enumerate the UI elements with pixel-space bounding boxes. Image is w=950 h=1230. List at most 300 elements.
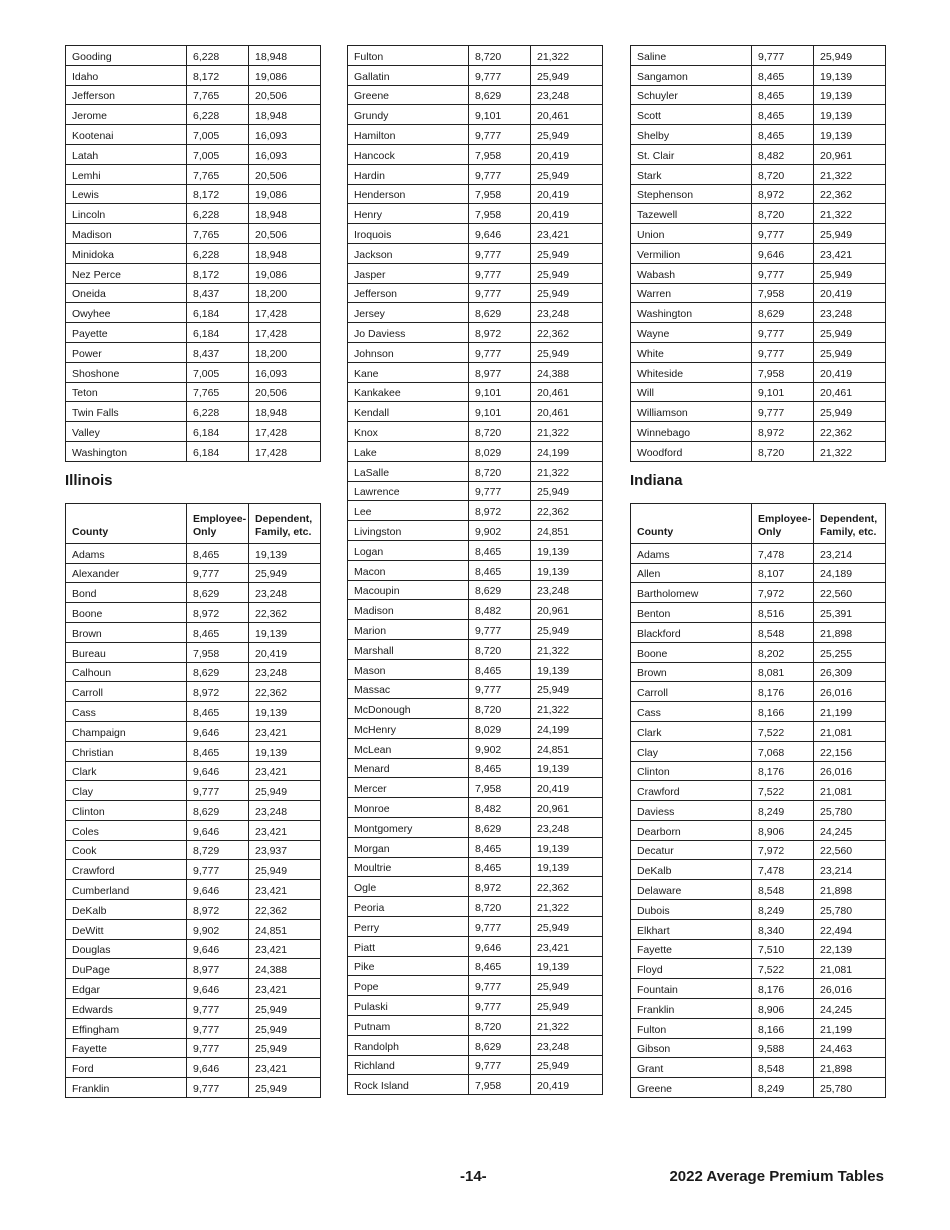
county-name: Payette xyxy=(66,323,187,343)
table-row xyxy=(631,243,886,263)
dependent-premium: 24,388 xyxy=(531,362,603,382)
employee-only-premium: 6,184 xyxy=(187,323,249,343)
table-row xyxy=(66,283,321,303)
county-name: Edwards xyxy=(66,999,187,1019)
county-name: Hancock xyxy=(348,144,469,164)
table-row xyxy=(348,857,603,877)
table-row xyxy=(631,382,886,402)
county-name: Kane xyxy=(348,362,469,382)
table-row xyxy=(348,758,603,778)
dependent-premium: 22,560 xyxy=(814,840,886,860)
employee-only-premium: 9,646 xyxy=(187,939,249,959)
county-name: Jasper xyxy=(348,263,469,283)
county-name: Saline xyxy=(631,46,752,66)
dependent-premium: 19,139 xyxy=(531,837,603,857)
county-name: McLean xyxy=(348,738,469,758)
table-row xyxy=(631,342,886,362)
table-row xyxy=(631,682,886,702)
table-row xyxy=(348,877,603,897)
dependent-premium: 19,139 xyxy=(531,659,603,679)
county-name: Pike xyxy=(348,956,469,976)
employee-only-premium: 7,005 xyxy=(187,144,249,164)
dependent-premium: 20,419 xyxy=(531,1075,603,1095)
county-name: Jefferson xyxy=(66,85,187,105)
dependent-premium: 26,309 xyxy=(814,662,886,682)
table-row xyxy=(66,642,321,662)
employee-only-premium: 9,777 xyxy=(187,999,249,1019)
table-row xyxy=(631,999,886,1019)
county-name: Greene xyxy=(348,85,469,105)
county-name: Johnson xyxy=(348,342,469,362)
table-row xyxy=(66,900,321,920)
employee-only-premium: 7,005 xyxy=(187,362,249,382)
county-name: LaSalle xyxy=(348,461,469,481)
employee-only-premium: 9,777 xyxy=(469,243,531,263)
table-row xyxy=(348,441,603,461)
employee-only-premium: 9,902 xyxy=(469,738,531,758)
county-name: Coles xyxy=(66,820,187,840)
dependent-premium: 23,248 xyxy=(814,303,886,323)
table-row xyxy=(631,741,886,761)
employee-only-premium: 8,465 xyxy=(469,560,531,580)
table-row xyxy=(348,243,603,263)
table-row xyxy=(66,243,321,263)
county-name: Clinton xyxy=(66,801,187,821)
employee-only-premium: 9,646 xyxy=(187,820,249,840)
county-name: Peoria xyxy=(348,897,469,917)
table-row xyxy=(66,46,321,66)
employee-only-premium: 8,548 xyxy=(752,880,814,900)
dependent-premium: 20,419 xyxy=(814,283,886,303)
table-row xyxy=(631,939,886,959)
table-row xyxy=(348,303,603,323)
table-row xyxy=(631,721,886,741)
table-row xyxy=(348,679,603,699)
table-row xyxy=(348,362,603,382)
employee-only-premium: 8,720 xyxy=(469,1016,531,1036)
table-row xyxy=(66,422,321,442)
dependent-premium: 21,199 xyxy=(814,1018,886,1038)
table-row xyxy=(631,184,886,204)
table-row xyxy=(66,801,321,821)
county-name: Cook xyxy=(66,840,187,860)
dependent-premium: 22,362 xyxy=(249,682,321,702)
dependent-premium: 25,949 xyxy=(531,283,603,303)
table-row xyxy=(66,85,321,105)
dependent-premium: 22,362 xyxy=(249,900,321,920)
table-row xyxy=(348,105,603,125)
table-row xyxy=(348,639,603,659)
table-row xyxy=(631,642,886,662)
dependent-premium: 19,139 xyxy=(814,85,886,105)
county-name: Alexander xyxy=(66,563,187,583)
column-header-employee-only: Employee-Only xyxy=(187,503,249,543)
county-name: Morgan xyxy=(348,837,469,857)
illinois-table-c xyxy=(630,45,886,462)
county-name: Edgar xyxy=(66,979,187,999)
county-name: Whiteside xyxy=(631,362,752,382)
county-name: Marion xyxy=(348,620,469,640)
county-name: Shelby xyxy=(631,125,752,145)
county-name: Henry xyxy=(348,204,469,224)
table-row xyxy=(631,125,886,145)
dependent-premium: 22,560 xyxy=(814,583,886,603)
county-name: Marshall xyxy=(348,639,469,659)
dependent-premium: 25,255 xyxy=(814,642,886,662)
state-heading-illinois: Illinois xyxy=(65,471,113,489)
dependent-premium: 24,189 xyxy=(814,563,886,583)
county-name: Washington xyxy=(66,441,187,461)
table-row xyxy=(348,560,603,580)
table-row xyxy=(631,662,886,682)
employee-only-premium: 8,720 xyxy=(469,699,531,719)
county-name: Adams xyxy=(631,543,752,563)
dependent-premium: 25,949 xyxy=(531,679,603,699)
table-row xyxy=(348,125,603,145)
table-row xyxy=(66,702,321,722)
table-row xyxy=(631,422,886,442)
table-row xyxy=(631,761,886,781)
county-name: Williamson xyxy=(631,402,752,422)
dependent-premium: 21,322 xyxy=(814,441,886,461)
table-row xyxy=(66,563,321,583)
table-row xyxy=(348,323,603,343)
dependent-premium: 23,937 xyxy=(249,840,321,860)
table-row xyxy=(631,46,886,66)
table-row xyxy=(348,956,603,976)
table-row xyxy=(66,860,321,880)
dependent-premium: 20,461 xyxy=(531,105,603,125)
employee-only-premium: 9,777 xyxy=(469,342,531,362)
dependent-premium: 25,949 xyxy=(249,1018,321,1038)
county-name: Wabash xyxy=(631,263,752,283)
table-row xyxy=(631,164,886,184)
county-name: St. Clair xyxy=(631,144,752,164)
dependent-premium: 25,949 xyxy=(531,996,603,1016)
dependent-premium: 23,248 xyxy=(249,662,321,682)
table-row xyxy=(348,738,603,758)
dependent-premium: 25,949 xyxy=(531,1055,603,1075)
dependent-premium: 23,248 xyxy=(531,1035,603,1055)
county-name: Pope xyxy=(348,976,469,996)
table-row xyxy=(66,362,321,382)
employee-only-premium: 8,972 xyxy=(469,323,531,343)
dependent-premium: 20,461 xyxy=(814,382,886,402)
dependent-premium: 20,419 xyxy=(531,778,603,798)
dependent-premium: 16,093 xyxy=(249,144,321,164)
table-row xyxy=(348,818,603,838)
employee-only-premium: 8,107 xyxy=(752,563,814,583)
column-1 xyxy=(65,45,320,1098)
county-name: Jefferson xyxy=(348,283,469,303)
county-name: Stephenson xyxy=(631,184,752,204)
table-row xyxy=(348,402,603,422)
county-name: Mercer xyxy=(348,778,469,798)
employee-only-premium: 9,777 xyxy=(469,976,531,996)
table-row xyxy=(348,837,603,857)
dependent-premium: 20,461 xyxy=(531,382,603,402)
employee-only-premium: 9,646 xyxy=(187,761,249,781)
table-row xyxy=(66,204,321,224)
employee-only-premium: 8,720 xyxy=(469,46,531,66)
table-row xyxy=(631,820,886,840)
table-row xyxy=(348,85,603,105)
table-row xyxy=(66,303,321,323)
employee-only-premium: 8,166 xyxy=(752,702,814,722)
county-name: Dearborn xyxy=(631,820,752,840)
county-name: Nez Perce xyxy=(66,263,187,283)
table-row xyxy=(631,65,886,85)
table-row xyxy=(631,362,886,382)
table-row xyxy=(66,682,321,702)
county-name: Madison xyxy=(66,224,187,244)
table-row xyxy=(631,204,886,224)
county-name: DeKalb xyxy=(631,860,752,880)
county-name: Jersey xyxy=(348,303,469,323)
dependent-premium: 23,421 xyxy=(249,820,321,840)
employee-only-premium: 7,958 xyxy=(469,204,531,224)
dependent-premium: 21,081 xyxy=(814,959,886,979)
dependent-premium: 21,322 xyxy=(531,46,603,66)
county-name: Macon xyxy=(348,560,469,580)
county-name: Schuyler xyxy=(631,85,752,105)
table-row xyxy=(66,65,321,85)
dependent-premium: 22,362 xyxy=(531,877,603,897)
dependent-premium: 16,093 xyxy=(249,125,321,145)
county-name: Union xyxy=(631,224,752,244)
county-name: Sangamon xyxy=(631,65,752,85)
employee-only-premium: 8,977 xyxy=(469,362,531,382)
county-name: McHenry xyxy=(348,719,469,739)
county-name: Fayette xyxy=(631,939,752,959)
dependent-premium: 21,322 xyxy=(814,164,886,184)
county-name: Oneida xyxy=(66,283,187,303)
table-header-row xyxy=(66,503,321,543)
table-row xyxy=(348,1016,603,1036)
table-row xyxy=(631,543,886,563)
county-name: Washington xyxy=(631,303,752,323)
county-name: Menard xyxy=(348,758,469,778)
column-header-county: County xyxy=(631,503,752,543)
table-row xyxy=(631,702,886,722)
employee-only-premium: 8,629 xyxy=(187,801,249,821)
employee-only-premium: 9,646 xyxy=(187,979,249,999)
table-row xyxy=(348,620,603,640)
dependent-premium: 22,362 xyxy=(531,501,603,521)
table-row xyxy=(348,778,603,798)
county-name: Christian xyxy=(66,741,187,761)
employee-only-premium: 8,465 xyxy=(752,85,814,105)
state-heading-indiana: Indiana xyxy=(630,471,683,489)
table-row xyxy=(631,1038,886,1058)
dependent-premium: 19,139 xyxy=(531,540,603,560)
table-row xyxy=(66,583,321,603)
table-row xyxy=(66,761,321,781)
table-row xyxy=(348,283,603,303)
county-name: Madison xyxy=(348,600,469,620)
employee-only-premium: 8,720 xyxy=(752,164,814,184)
dependent-premium: 23,421 xyxy=(249,721,321,741)
county-name: Jerome xyxy=(66,105,187,125)
county-name: Fulton xyxy=(631,1018,752,1038)
employee-only-premium: 7,958 xyxy=(469,184,531,204)
county-name: Fountain xyxy=(631,979,752,999)
table-row xyxy=(631,283,886,303)
employee-only-premium: 8,172 xyxy=(187,263,249,283)
dependent-premium: 23,421 xyxy=(249,761,321,781)
dependent-premium: 22,362 xyxy=(814,184,886,204)
county-name: McDonough xyxy=(348,699,469,719)
table-row xyxy=(66,1038,321,1058)
county-name: Teton xyxy=(66,382,187,402)
dependent-premium: 21,322 xyxy=(814,204,886,224)
dependent-premium: 21,322 xyxy=(531,897,603,917)
county-name: Knox xyxy=(348,422,469,442)
table-row xyxy=(348,897,603,917)
dependent-premium: 25,949 xyxy=(531,620,603,640)
county-name: Brown xyxy=(631,662,752,682)
county-name: Minidoka xyxy=(66,243,187,263)
dependent-premium: 18,948 xyxy=(249,243,321,263)
dependent-premium: 23,421 xyxy=(249,1058,321,1078)
employee-only-premium: 9,101 xyxy=(469,382,531,402)
employee-only-premium: 9,777 xyxy=(752,342,814,362)
dependent-premium: 17,428 xyxy=(249,303,321,323)
table-row xyxy=(66,880,321,900)
dependent-premium: 23,421 xyxy=(249,880,321,900)
employee-only-premium: 8,465 xyxy=(469,956,531,976)
dependent-premium: 23,248 xyxy=(531,580,603,600)
county-name: Clark xyxy=(631,721,752,741)
dependent-premium: 23,421 xyxy=(249,939,321,959)
dependent-premium: 23,248 xyxy=(531,303,603,323)
county-name: Rock Island xyxy=(348,1075,469,1095)
county-name: Perry xyxy=(348,917,469,937)
dependent-premium: 19,086 xyxy=(249,184,321,204)
table-row xyxy=(631,603,886,623)
table-row xyxy=(348,501,603,521)
dependent-premium: 23,214 xyxy=(814,860,886,880)
employee-only-premium: 8,629 xyxy=(187,662,249,682)
dependent-premium: 21,898 xyxy=(814,880,886,900)
dependent-premium: 21,322 xyxy=(531,422,603,442)
employee-only-premium: 9,777 xyxy=(469,917,531,937)
county-name: Macoupin xyxy=(348,580,469,600)
table-row xyxy=(66,979,321,999)
employee-only-premium: 8,029 xyxy=(469,441,531,461)
table-row xyxy=(348,1075,603,1095)
employee-only-premium: 8,629 xyxy=(469,85,531,105)
employee-only-premium: 9,101 xyxy=(469,402,531,422)
employee-only-premium: 9,777 xyxy=(187,781,249,801)
county-name: Hardin xyxy=(348,164,469,184)
county-name: Franklin xyxy=(631,999,752,1019)
county-name: Bond xyxy=(66,583,187,603)
table-row xyxy=(66,402,321,422)
county-name: Power xyxy=(66,342,187,362)
idaho-continued-table xyxy=(65,45,321,462)
dependent-premium: 18,200 xyxy=(249,283,321,303)
employee-only-premium: 8,972 xyxy=(469,501,531,521)
dependent-premium: 19,139 xyxy=(531,857,603,877)
employee-only-premium: 6,228 xyxy=(187,105,249,125)
dependent-premium: 22,156 xyxy=(814,741,886,761)
table-row xyxy=(631,323,886,343)
employee-only-premium: 8,482 xyxy=(752,144,814,164)
county-name: Carroll xyxy=(631,682,752,702)
county-name: Twin Falls xyxy=(66,402,187,422)
county-name: Monroe xyxy=(348,798,469,818)
employee-only-premium: 8,972 xyxy=(469,877,531,897)
table-row xyxy=(348,976,603,996)
county-name: Gooding xyxy=(66,46,187,66)
employee-only-premium: 8,465 xyxy=(187,543,249,563)
employee-only-premium: 8,172 xyxy=(187,184,249,204)
employee-only-premium: 9,902 xyxy=(187,919,249,939)
table-row xyxy=(631,1018,886,1038)
dependent-premium: 23,248 xyxy=(531,818,603,838)
dependent-premium: 24,245 xyxy=(814,820,886,840)
employee-only-premium: 8,972 xyxy=(752,422,814,442)
dependent-premium: 25,949 xyxy=(531,976,603,996)
employee-only-premium: 8,972 xyxy=(187,900,249,920)
employee-only-premium: 8,720 xyxy=(469,639,531,659)
table-row xyxy=(66,919,321,939)
county-name: Floyd xyxy=(631,959,752,979)
table-row xyxy=(348,719,603,739)
county-name: Crawford xyxy=(631,781,752,801)
column-3 xyxy=(630,45,885,1098)
dependent-premium: 21,322 xyxy=(531,639,603,659)
table-row xyxy=(348,263,603,283)
county-name: Gallatin xyxy=(348,65,469,85)
table-row xyxy=(631,959,886,979)
employee-only-premium: 8,906 xyxy=(752,999,814,1019)
dependent-premium: 20,419 xyxy=(531,144,603,164)
employee-only-premium: 9,777 xyxy=(469,263,531,283)
county-name: Ogle xyxy=(348,877,469,897)
county-name: Moultrie xyxy=(348,857,469,877)
employee-only-premium: 8,720 xyxy=(469,422,531,442)
table-row xyxy=(631,402,886,422)
employee-only-premium: 9,777 xyxy=(187,860,249,880)
table-row xyxy=(348,204,603,224)
employee-only-premium: 6,228 xyxy=(187,243,249,263)
dependent-premium: 25,949 xyxy=(531,917,603,937)
employee-only-premium: 6,228 xyxy=(187,402,249,422)
employee-only-premium: 6,184 xyxy=(187,441,249,461)
employee-only-premium: 9,646 xyxy=(187,880,249,900)
table-row xyxy=(348,996,603,1016)
county-name: Fulton xyxy=(348,46,469,66)
employee-only-premium: 6,228 xyxy=(187,46,249,66)
table-row xyxy=(348,580,603,600)
employee-only-premium: 9,777 xyxy=(469,679,531,699)
dependent-premium: 21,081 xyxy=(814,721,886,741)
table-row xyxy=(631,622,886,642)
county-name: Brown xyxy=(66,622,187,642)
dependent-premium: 25,949 xyxy=(814,46,886,66)
county-name: Delaware xyxy=(631,880,752,900)
employee-only-premium: 7,958 xyxy=(469,778,531,798)
dependent-premium: 20,961 xyxy=(531,600,603,620)
dependent-premium: 21,898 xyxy=(814,1058,886,1078)
dependent-premium: 24,245 xyxy=(814,999,886,1019)
table-row xyxy=(66,939,321,959)
county-name: Iroquois xyxy=(348,224,469,244)
dependent-premium: 23,421 xyxy=(531,224,603,244)
employee-only-premium: 8,176 xyxy=(752,682,814,702)
